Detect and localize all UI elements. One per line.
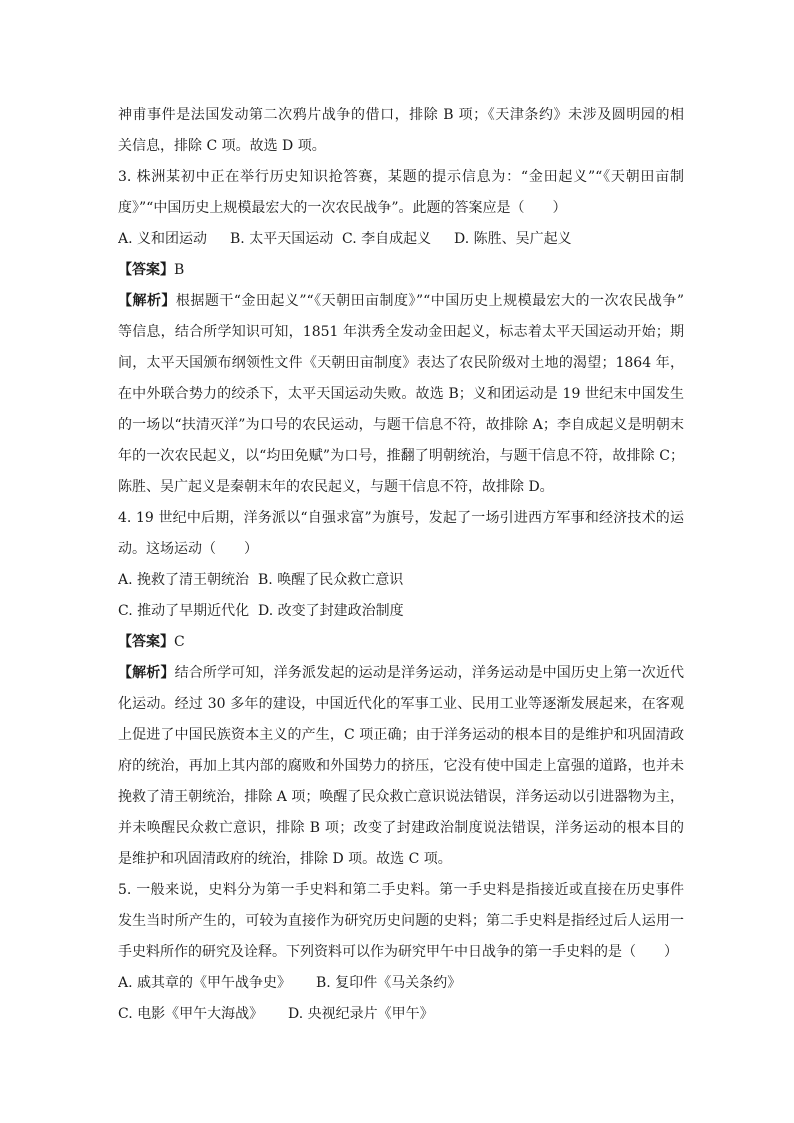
question-4-stem: 4. 19 世纪中后期，洋务派以“自强求富”为旗号，发起了一场引进西方军事和经济技术的运: [118, 510, 684, 526]
question-3-analysis-line: 年的一次农民起义，以“均田免赋”为口号，推翻了明朝统治，与题干信息不符，故排除 C；: [118, 448, 684, 464]
question-4-analysis-line: 是维护和巩固清政府的统治，排除 D 项。故选 C 项。: [118, 851, 452, 867]
document-page: [118, 100, 684, 1030]
option-d: D. 央视纪录片《甲午》: [288, 1006, 434, 1022]
question-3-options: [118, 224, 684, 255]
analysis-text: 根据题干“金田起义”“《天朝田亩制度》”“中国历史上规模最宏大的一次农民战争”: [175, 293, 684, 309]
text-line: 神甫事件是法国发动第二次鸦片战争的借口，排除 B 项；《天津条约》未涉及圆明园的相: [118, 107, 684, 123]
question-3-analysis-line: 的一场以“扶清灭洋”为口号的农民运动，与题干信息不符，故排除 A；李自成起义是明朝末: [118, 417, 684, 433]
question-4-analysis-line: 府的统治，再加上其内部的腐败和外国势力的挤压，它没有使中国走上富强的道路，也并未: [118, 758, 684, 774]
option-b: B. 唤醒了民众救亡意识: [258, 572, 404, 588]
question-5-stem: 发生当时所产生的，可较为直接作为研究历史问题的史料；第二手史料是指经过后人运用一: [118, 913, 684, 929]
question-3-analysis-line: 在中外联合势力的绞杀下，太平天国运动失败。故选 B；义和团运动是 19 世纪末中国发生: [118, 386, 684, 402]
question-4-answer: [118, 627, 684, 658]
option-b: B. 复印件《马关条约》: [316, 975, 462, 991]
question-4-analysis-line: 并未唤醒民众救亡意识，排除 B 项；改变了封建政治制度说法错误，洋务运动的根本目的: [118, 820, 684, 836]
question-4-analysis-line: [118, 658, 684, 689]
option-c: C. 李自成起义: [342, 231, 432, 247]
question-5-options: [118, 999, 684, 1030]
analysis-tag: 【解析】: [118, 293, 176, 309]
question-4-analysis-line: 上促进了中国民族资本主义的产生，C 项正确；由于洋务运动的根本目的是维护和巩固清政: [118, 727, 684, 743]
option-d: D. 改变了封建政治制度: [258, 603, 404, 619]
question-3-stem: 度》”“中国历史上规模最宏大的一次农民战争”。此题的答案应是（ ）: [118, 200, 567, 216]
answer-value: B: [174, 262, 185, 278]
text-line: 关信息，排除 C 项。故选 D 项。: [118, 138, 326, 154]
answer-value: C: [174, 634, 185, 650]
question-4-analysis-line: 化运动。经过 30 多年的建设，中国近代化的军事工业、民用工业等逐渐发展起来，在客观: [118, 696, 684, 712]
question-5-options: [118, 968, 684, 999]
question-3-analysis-line: [118, 286, 684, 317]
analysis-text: 结合所学可知，洋务派发起的运动是洋务运动，洋务运动是中国历史上第一次近代: [174, 665, 684, 681]
option-a: A. 义和团运动: [118, 231, 208, 247]
option-d: D. 陈胜、吴广起义: [454, 231, 572, 247]
question-3-answer: [118, 255, 684, 286]
option-b: B. 太平天国运动: [230, 231, 334, 247]
question-5-stem: 手史料所作的研究及诠释。下列资料可以作为研究甲午中日战争的第一手史料的是（ ）: [118, 944, 678, 960]
answer-tag: 【答案】: [118, 262, 174, 278]
question-3-analysis-line: 等信息，结合所学知识可知，1851 年洪秀全发动金田起义，标志着太平天国运动开始；期: [118, 324, 684, 340]
question-4-stem: 动。这场运动（ ）: [118, 541, 258, 557]
question-4-options: [118, 565, 684, 596]
option-c: C. 推动了早期近代化: [118, 603, 250, 619]
question-4-analysis-line: 挽救了清王朝统治，排除 A 项；唤醒了民众救亡意识说法错误，洋务运动以引进器物为主，: [118, 789, 684, 805]
option-a: A. 戚其章的《甲午战争史》: [118, 975, 292, 991]
option-a: A. 挽救了清王朝统治: [118, 572, 250, 588]
question-3-stem: 3. 株洲某初中正在举行历史知识抢答赛，某题的提示信息为：“金田起义”“《天朝田亩制: [118, 169, 684, 185]
question-3-analysis-line: 间，太平天国颁布纲领性文件《天朝田亩制度》表达了农民阶级对土地的渴望；1864 年，: [118, 355, 684, 371]
answer-tag: 【答案】: [118, 634, 174, 650]
option-c: C. 电影《甲午大海战》: [118, 1006, 264, 1022]
question-4-options: [118, 596, 684, 627]
analysis-tag: 【解析】: [118, 665, 175, 681]
question-3-analysis-line: 陈胜、吴广起义是秦朝末年的农民起义，与题干信息不符，故排除 D。: [118, 479, 554, 495]
question-5-stem: 5. 一般来说，史料分为第一手史料和第二手史料。第一手史料是指接近或直接在历史事件: [118, 882, 684, 898]
